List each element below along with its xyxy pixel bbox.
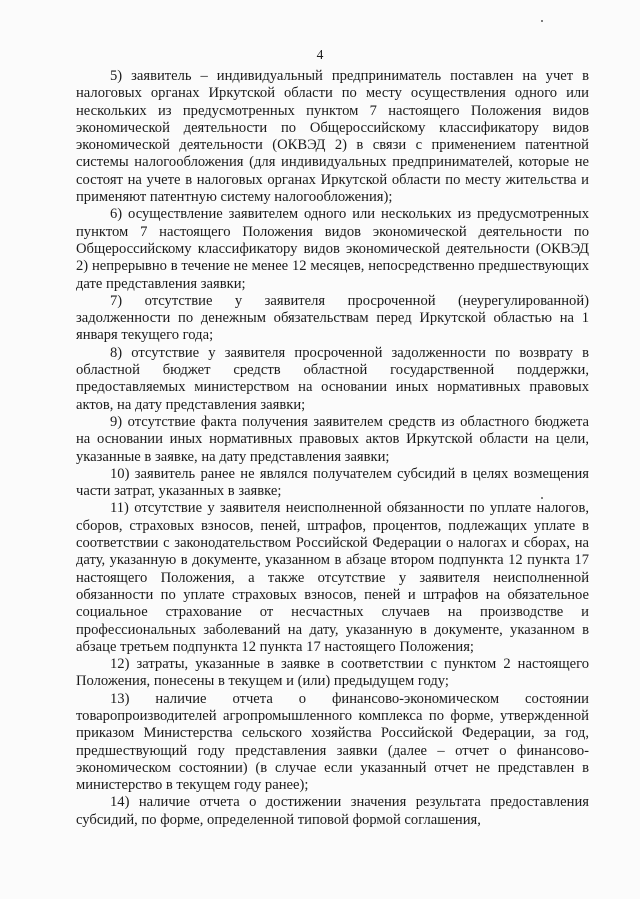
- paragraph-item-9: 9) отсутствие факта получения заявителем средств из областного бюджета на основании иных нормативных правовых актов Иркутской области на цели, указанные в заявке, на дату представления заявки;: [76, 413, 589, 465]
- paragraph-item-8: 8) отсутствие у заявителя просроченной задолженности по возврату в областной бюджет средств областной государственной поддержки, предоставляемых министерством на основании иных нормативных правовых актов, на дату представления заявки;: [76, 344, 589, 413]
- paragraph-item-6: 6) осуществление заявителем одного или нескольких из предусмотренных пунктом 7 настоящего Положения видов экономической деятельности по Общероссийскому классификатору видов экономической деятельности (ОКВЭД 2) непрерывно в течение не менее 12 месяцев, непосредственно предшествующих дате представления заявки;: [76, 206, 589, 292]
- scan-speck: [541, 497, 543, 499]
- paragraph-item-12: 12) затраты, указанные в заявке в соответствии с пунктом 2 настоящего Положения, понесены в текущем и (или) предыдущем году;: [76, 656, 589, 690]
- paragraph-item-11: 11) отсутствие у заявителя неисполненной обязанности по уплате налогов, сборов, страховых взносов, пеней, штрафов, процентов, подлежащих уплате в соответствии с законодательством Российской Федерации о налогах и сборах, на дату, указанную в документе, указанном в абзаце втором подпункта 12 пункта 17 настоящего Положения, а также отсутствие у заявителя неисполненной обязанности по уплате страховых взносов, пеней и штрафов на обязательное социальное страхование от несчастных случаев на производстве и профессиональных заболеваний на дату, указанную в документе, указанном в абзаце третьем подпункта 12 пункта 17 настоящего Положения;: [76, 500, 589, 655]
- body-text: [76, 68, 589, 829]
- paragraph-item-10: 10) заявитель ранее не являлся получателем субсидий в целях возмещения части затрат, указанных в заявке;: [76, 465, 589, 500]
- scan-speck: [541, 20, 543, 22]
- paragraph-item-7: 7) отсутствие у заявителя просроченной (неурегулированной) задолженности по денежным обязательствам перед Иркутской областью на 1 января текущего года;: [76, 292, 589, 344]
- paragraph-item-5: 5) заявитель – индивидуальный предприниматель поставлен на учет в налоговых органах Иркутской области по месту осуществления одного или нескольких из предусмотренных пунктом 7 настоящего Положения видов экономической деятельности по Общероссийскому классификатору видов экономической деятельности (ОКВЭД 2) в связи с применением патентной системы налогообложения (для индивидуальных предпринимателей, которые не состоят на учете в налоговых органах Иркутской области по месту жительства и применяют патентную систему налогообложения);: [76, 68, 589, 206]
- paragraph-item-14: 14) наличие отчета о достижении значения результата предоставления субсидий, по форме, определенной типовой формой соглашения,: [76, 794, 589, 828]
- page-number: 4: [316, 47, 324, 62]
- paragraph-item-13: 13) наличие отчета о финансово-экономическом состоянии товаропроизводителей агропромышленного комплекса по форме, утвержденной приказом Министерства сельского хозяйства Российской Федерации, за год, предшествующий году представления заявки (далее – отчет о финансово-экономическом состоянии) (в случае если указанный отчет не представлен в министерство в текущем году ранее);: [76, 690, 589, 794]
